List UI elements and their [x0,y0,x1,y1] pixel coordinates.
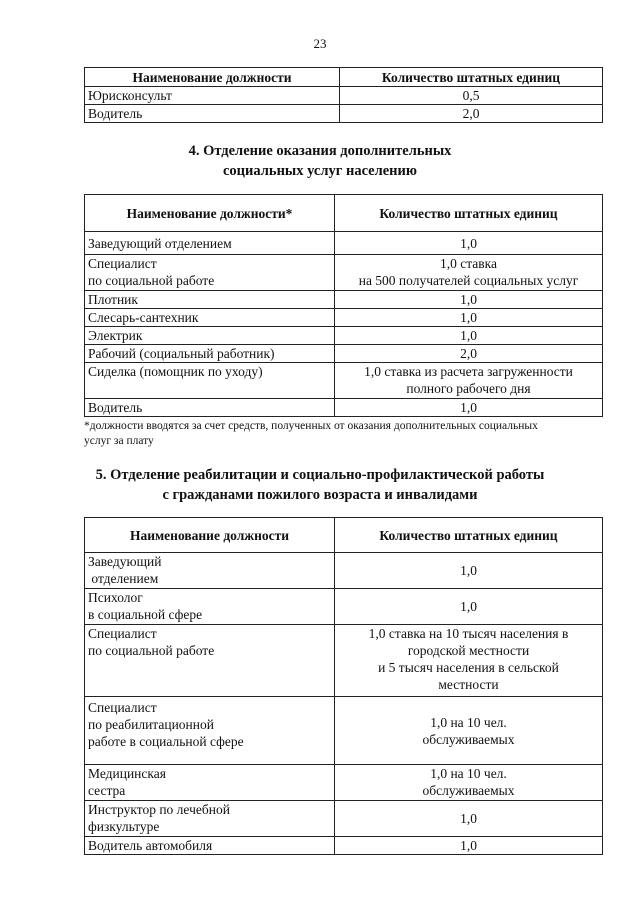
column-header-position: Наименование должности [85,68,340,87]
count-cell: 2,0 [335,345,603,363]
page-number: 23 [313,36,327,51]
position-cell: Юрисконсульт [85,87,340,105]
table-row [85,345,603,363]
position-cell: Инструктор по лечебной физкультуре [85,801,335,837]
position-cell: Заведующий отделением [85,553,335,589]
table-row [85,625,603,697]
column-header-count: Количество штатных единиц [335,195,603,232]
table-row [85,697,603,765]
table-row [85,105,603,123]
position-cell: Заведующий отделением [85,232,335,255]
section-5-heading [0,465,640,505]
column-header-position: Наименование должности* [85,195,335,232]
count-cell: 1,0 на 10 чел. обслуживаемых [335,765,603,801]
count-cell: 1,0 [335,801,603,837]
heading-line: с гражданами пожилого возраста и инвалидами [162,487,478,503]
heading-line: 5. Отделение реабилитации и социально-профилактической работы [95,467,545,483]
table-row [85,363,603,399]
table-row [85,765,603,801]
column-header-position: Наименование должности [85,518,335,553]
table-row [85,232,603,255]
footnote: *должности вводятся за счет средств, полученных от оказания дополнительных социальных услуг за плату [84,420,538,447]
section-4-heading [0,141,640,181]
table-row [85,589,603,625]
count-cell: 1,0 ставка на 500 получателей социальных услуг [335,255,603,291]
table-row [85,309,603,327]
table-row [85,255,603,291]
count-cell: 1,0 [335,232,603,255]
count-cell: 1,0 [335,327,603,345]
table-row [85,327,603,345]
count-cell: 0,5 [340,87,603,105]
count-cell: 1,0 [335,309,603,327]
table-header-row [85,68,603,87]
count-cell: 1,0 [335,399,603,417]
position-cell: Рабочий (социальный работник) [85,345,335,363]
column-header-count: Количество штатных единиц [335,518,603,553]
count-cell: 2,0 [340,105,603,123]
staff-table-continued [84,67,603,123]
position-cell: Слесарь-сантехник [85,309,335,327]
position-cell: Специалист по реабилитационной работе в социальной сфере [85,697,335,765]
position-cell: Плотник [85,291,335,309]
table-row [85,399,603,417]
position-cell: Водитель автомобиля [85,837,335,855]
count-cell: 1,0 ставка на 10 тысяч населения в городской местности и 5 тысяч населения в сельской местности [335,625,603,697]
count-cell: 1,0 [335,553,603,589]
position-cell: Водитель [85,399,335,417]
count-cell: 1,0 [335,589,603,625]
column-header-count: Количество штатных единиц [340,68,603,87]
table-row [85,801,603,837]
table-row [85,553,603,589]
heading-line: социальных услуг населению [223,163,417,179]
position-cell: Психолог в социальной сфере [85,589,335,625]
position-cell: Специалист по социальной работе [85,255,335,291]
count-cell: 1,0 [335,291,603,309]
heading-line: 4. Отделение оказания дополнительных [188,143,452,159]
section-4-table [84,194,603,417]
count-cell: 1,0 [335,837,603,855]
position-cell: Водитель [85,105,340,123]
position-cell: Медицинская сестра [85,765,335,801]
table-header-row [85,195,603,232]
position-cell: Сиделка (помощник по уходу) [85,363,335,399]
count-cell: 1,0 ставка из расчета загруженности полного рабочего дня [335,363,603,399]
table-row [85,291,603,309]
position-cell: Специалист по социальной работе [85,625,335,697]
table-row [85,837,603,855]
table-header-row [85,518,603,553]
section-5-table [84,517,603,855]
count-cell: 1,0 на 10 чел. обслуживаемых [335,697,603,765]
position-cell: Электрик [85,327,335,345]
table-row [85,87,603,105]
